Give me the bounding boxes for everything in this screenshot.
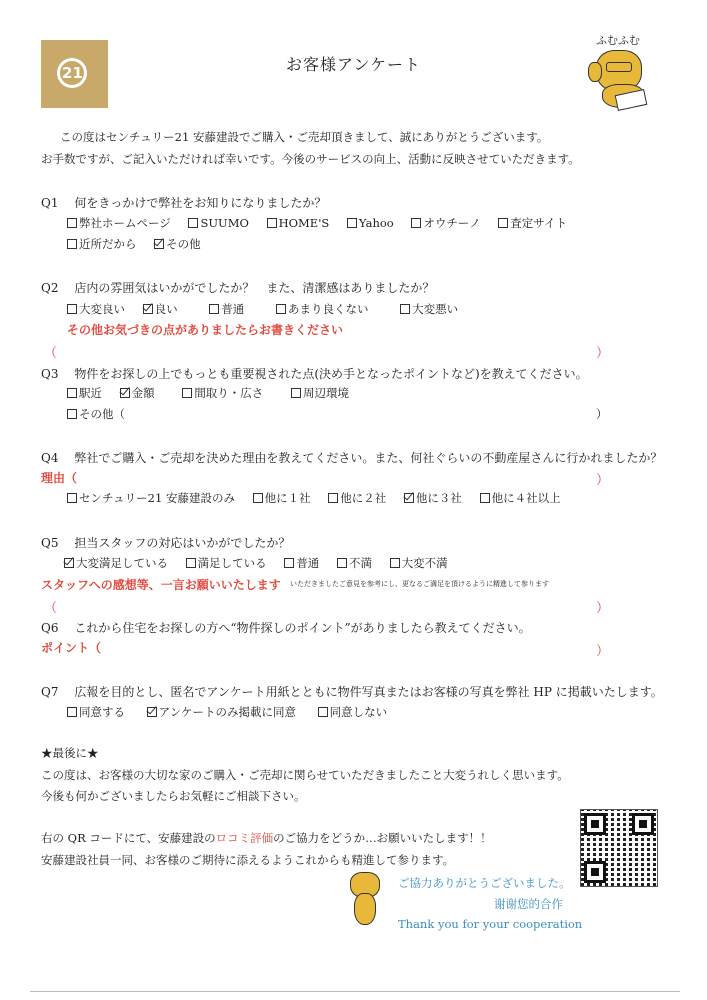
q2-label: Q2 [41, 281, 59, 295]
q4-text: 弊社でご購入・ご売却を決めた理由を教えてください。また、何社ぐらいの不動産屋さんに行かれましたか？ [74, 451, 663, 465]
q5-text: 担当スタッフの対応はいかがでしたか？ [74, 536, 291, 550]
q3-option-checked[interactable]: 金額 [120, 386, 155, 400]
q4-close-paren: ） [596, 473, 610, 488]
q1-option-checked[interactable]: その他 [154, 237, 201, 251]
q4-reason-field[interactable] [90, 467, 590, 485]
q5-open-paren: （ [44, 601, 58, 616]
closing-heading: ★最後に★ [41, 746, 99, 760]
q4-question [41, 449, 662, 466]
q3-other-option[interactable] [67, 406, 125, 422]
q4-option[interactable]: 他に４社以上 [480, 491, 561, 505]
intro-line-1: この度はセンチュリー21 安藤建設でご購入・ご売却頂きまして、誠にありがとうございます。 [60, 130, 549, 144]
q5-option[interactable]: 大変不満 [390, 556, 448, 570]
q7-option[interactable]: 同意しない [318, 705, 388, 719]
q7-text: 広報を目的とし、匿名でアンケート用紙とともに物件写真またはお客様の写真を弊社 HP に掲載いたします。 [74, 685, 663, 699]
closing-line-2: 今後も何かございましたらお気軽にご相談下さい。 [41, 789, 306, 803]
q1-question [41, 194, 326, 211]
q4-options [67, 490, 575, 506]
q6-point-label: ポイント（ [41, 641, 102, 655]
q7-question [41, 683, 663, 700]
q3-question [41, 365, 588, 382]
q6-close-paren: ） [596, 644, 610, 659]
qr-line-highlight: ロコミ評価 [215, 831, 274, 845]
q3-label: Q3 [41, 367, 59, 381]
q6-text: これから住宅をお探しの方へ“物件探しのポイント”がありましたら教えてください。 [74, 621, 531, 635]
thanks-english: Thank you for your cooperation [398, 917, 583, 931]
q5-note-small: いただきましたご意見を参考にし、更なるご満足を頂けるように精進して参ります [290, 580, 549, 588]
q5-close-paren: ） [596, 601, 610, 616]
q5-comment-field[interactable] [58, 595, 594, 613]
q6-label: Q6 [41, 621, 59, 635]
q4-label: Q4 [41, 451, 59, 465]
q1-options-row2 [67, 236, 215, 252]
q5-option[interactable]: 満足している [186, 556, 267, 570]
mascot-caption: ふむふむ [596, 34, 640, 47]
q2-close-paren: ） [596, 346, 610, 361]
q2-comment-field[interactable] [58, 340, 594, 358]
q4-option-checked[interactable]: 他に３社 [404, 491, 462, 505]
q5-note: スタッフへの感想等、一言お願いいたします [41, 578, 281, 592]
staff-line: 安藤建設社員一同、お客様のご期待に添えるようこれからも精進して参ります。 [41, 853, 455, 867]
q7-options [67, 704, 401, 720]
qr-line-pre: 右の QR コードにて、安藤建設の [41, 831, 216, 845]
q4-option[interactable]: センチュリー21 安藤建設のみ [67, 491, 235, 505]
q3-close-paren: ） [596, 407, 608, 421]
q5-label: Q5 [41, 536, 59, 550]
q7-option[interactable]: 同意する [67, 705, 125, 719]
q1-option[interactable]: 弊社ホームページ [67, 216, 171, 230]
q5-option[interactable]: 普通 [284, 556, 319, 570]
q5-question [41, 534, 290, 551]
bottom-divider [30, 991, 680, 992]
q1-options-row1 [67, 215, 581, 231]
q1-option[interactable]: SUUMO [188, 216, 248, 230]
q2-option-checked[interactable]: 良い [143, 302, 178, 316]
q2-note: その他お気づきの点がありましたらお書きください [67, 323, 344, 337]
q1-option[interactable]: 近所だから [67, 237, 137, 251]
q3-option[interactable]: 間取り・広さ [182, 386, 263, 400]
page-title: お客様アンケート [285, 55, 422, 74]
q5-option-checked[interactable]: 大変満足している [64, 556, 168, 570]
q3-option[interactable]: 周辺環境 [291, 386, 349, 400]
q1-option[interactable]: 査定サイト [498, 216, 567, 230]
intro-line-2: お手数ですが、ご記入いただければ幸いです。今後のサービスの向上、活動に反映させていただきます。 [41, 152, 580, 166]
thanks-japanese: ご協力ありがとうございました。 [398, 876, 571, 890]
q4-reason-label: 理由（ [41, 471, 78, 485]
q1-option[interactable]: オウチーノ [411, 216, 480, 230]
q3-other-label: その他（ [79, 407, 125, 421]
q6-point-field[interactable] [110, 637, 590, 655]
q5-options [64, 555, 462, 571]
q3-text: 物件をお探しの上でもっとも重要視された点(決め手となったポイントなど)を教えてください。 [74, 367, 588, 381]
q2-option[interactable]: あまり良くない [276, 302, 369, 316]
q2-text: 店内の雰囲気はいかがでしたか？ また、清潔感はありましたか？ [74, 281, 435, 295]
q2-open-paren: （ [44, 346, 58, 361]
logo-number: 21 [62, 64, 83, 82]
closing-line-1: この度は、お客様の大切な家のご購入・ご売却に関らせていただきましたこと大変うれしく思います。 [41, 768, 569, 782]
q4-option[interactable]: 他に２社 [328, 491, 386, 505]
q3-options [67, 385, 363, 401]
q2-option[interactable]: 普通 [209, 302, 244, 316]
thanks-chinese: 谢谢您的合作 [494, 897, 563, 911]
q1-option[interactable]: Yahoo [347, 216, 394, 230]
qr-code[interactable] [580, 809, 658, 887]
q2-options [67, 301, 472, 317]
q6-question [41, 619, 531, 636]
q3-option[interactable]: 駅近 [67, 386, 102, 400]
q2-question [41, 279, 434, 296]
q1-option[interactable]: HOME'S [267, 216, 330, 230]
q2-option[interactable]: 大変悪い [400, 302, 458, 316]
q4-option[interactable]: 他に１社 [253, 491, 311, 505]
q7-option-checked[interactable]: アンケートのみ掲載に同意 [147, 705, 296, 719]
q1-label: Q1 [41, 196, 59, 210]
qr-line-post: のご協力をどうか…お願いいたします！！ [273, 831, 492, 845]
qr-request-line [41, 830, 492, 846]
q7-label: Q7 [41, 685, 59, 699]
q5-option[interactable]: 不満 [337, 556, 372, 570]
q2-option[interactable]: 大変良い [67, 302, 125, 316]
q1-text: 何をきっかけで弊社をお知りになりましたか？ [74, 196, 327, 210]
